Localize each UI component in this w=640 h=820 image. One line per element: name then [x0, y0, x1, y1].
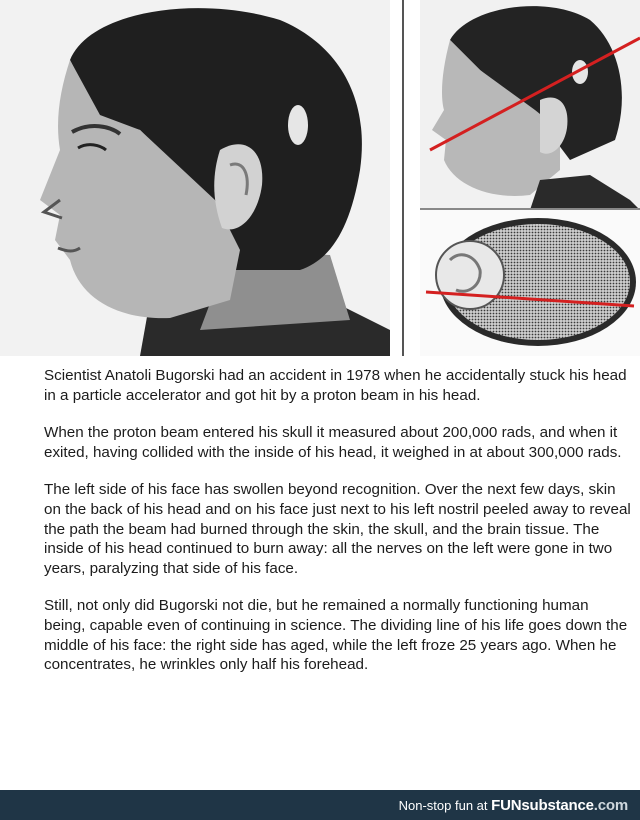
story-text [44, 366, 632, 693]
footer-watermark[interactable] [399, 797, 628, 814]
side-profile-photo [420, 0, 640, 210]
brand-logo [491, 797, 628, 814]
story-paragraph-1: Scientist Anatoli Bugorski had an accident in 1978 when he accidentally stuck his head in a particle accelerator and got hit by a proton beam in his head. [44, 367, 627, 404]
photo-panel [0, 0, 640, 356]
story-paragraph-2: When the proton beam entered his skull it measured about 200,000 rads, and when it exited, having collided with the inside of his head, it weighed in at about 300,000 rads. [44, 424, 622, 461]
story-paragraph-3: The left side of his face has swollen beyond recognition. Over the next few days, skin on the back of his head and on his face just next to his left nostril peeled away to reveal the path the beam had burned through the skin, the skull, and the brain tissue. The inside of his head continued to burn away: all the nerves on the left were gone in two years, paralyzing that side of his face. [44, 481, 631, 577]
brand-tld: .com [593, 797, 628, 814]
footer-tagline: Non-stop fun at [398, 798, 488, 813]
brand-prefix: FUN [491, 797, 522, 814]
vertical-divider [402, 0, 404, 356]
main-profile-photo [0, 0, 390, 356]
brand-suffix: substance [521, 797, 594, 814]
footer-bar [0, 790, 640, 820]
story-paragraph-4: Still, not only did Bugorski not die, but he remained a normally functioning human being, capable even of continuing in science. The dividing line of his life goes down the middle of his face: the right side has aged, while the left froze 25 years ago. When he concentrates, he wrinkles only half his forehead. [44, 597, 628, 674]
brain-scan-image [420, 210, 640, 356]
